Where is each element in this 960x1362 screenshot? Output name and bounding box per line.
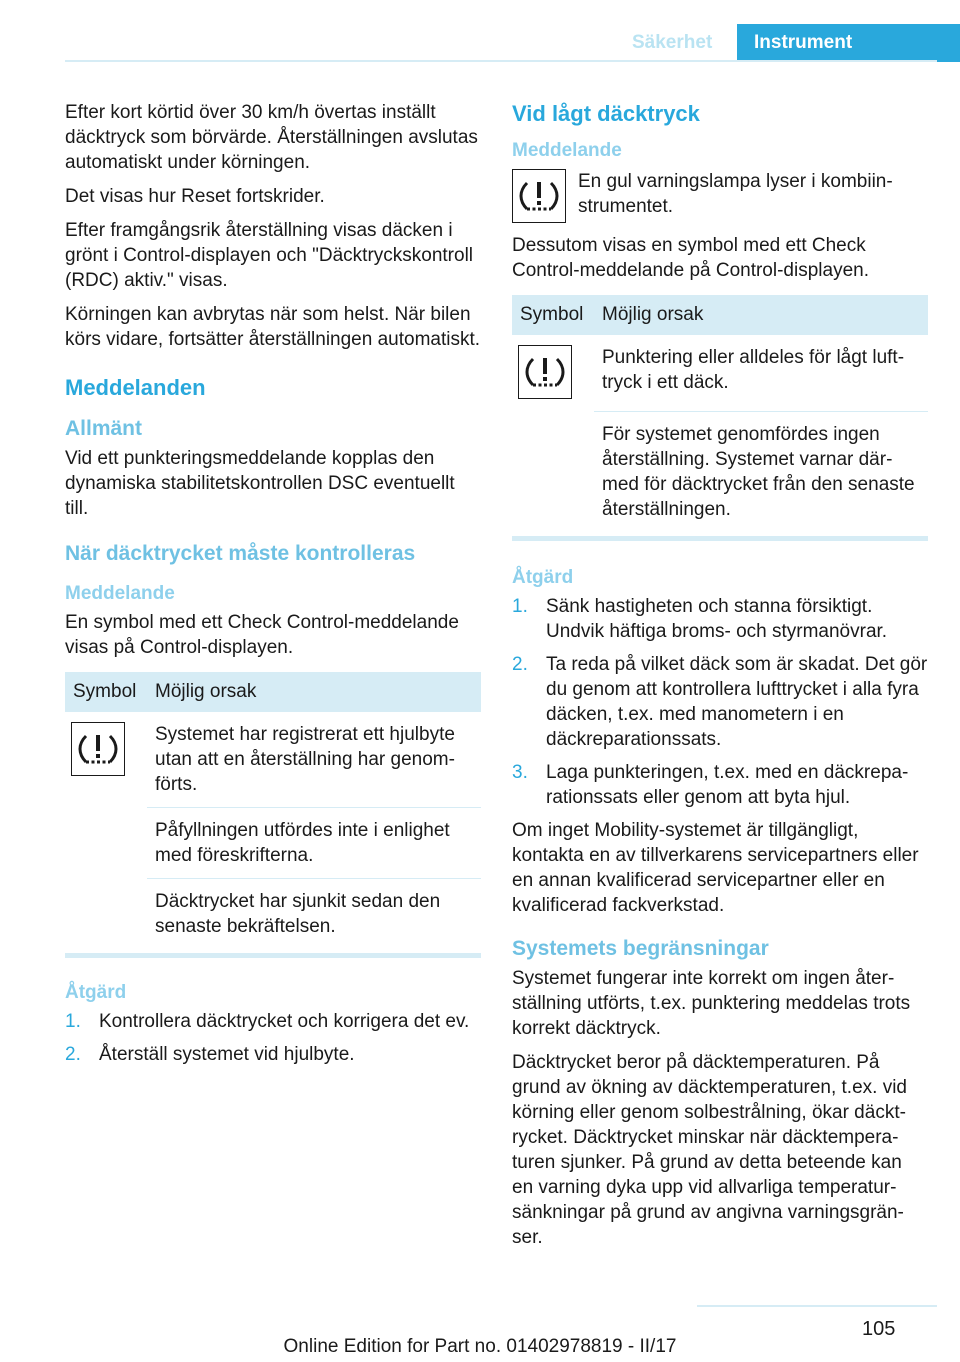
list-item bbox=[65, 1009, 481, 1034]
heading-atgard: Åtgärd bbox=[65, 982, 127, 1003]
step-number: 1. bbox=[512, 596, 528, 617]
table-cell: Punktering eller alldeles för lågt lufttryck i ett däck. bbox=[602, 347, 905, 393]
header-section-title: Säkerhet bbox=[632, 32, 713, 53]
paragraph: Dessutom visas en symbol med ett Check Control-meddelande på Control-displayen. bbox=[512, 235, 869, 281]
footer-edition: Online Edition for Part no. 01402978819 - II/17 bbox=[283, 1336, 677, 1357]
table-cell: Däcktrycket har sjunkit sedan den senaste bekräftelsen. bbox=[147, 879, 481, 956]
symbol-table bbox=[512, 295, 928, 541]
table-header-cause: Möjlig orsak bbox=[147, 672, 481, 712]
heading-atgard: Åtgärd bbox=[512, 567, 574, 588]
table-cell: Påfyllningen utfördes inte i enlighet med föreskrifterna. bbox=[147, 808, 481, 879]
tire-pressure-warning-icon bbox=[512, 169, 566, 223]
tire-pressure-warning-icon bbox=[71, 722, 125, 776]
heading-begransningar: Systemets begränsningar bbox=[512, 937, 769, 960]
step-text: Ta reda på vilket däck som är skadat. Det gör du genom att kontrollera lufttrycket i alla fyra däcken, t.ex. med manometern i en däckreparationssats. bbox=[546, 654, 928, 750]
table-cell: Systemet har registrerat ett hjulbyte utan att en återställning har genomförts. bbox=[155, 724, 455, 795]
lamp-text: En gul varningslampa lyser i kombiinstrumentet. bbox=[578, 171, 893, 217]
right-column bbox=[512, 100, 928, 1259]
step-number: 2. bbox=[65, 1044, 81, 1065]
header-divider bbox=[65, 60, 937, 62]
warning-lamp-message bbox=[512, 169, 928, 223]
paragraph: Vid ett punkteringsmeddelande kopplas den dynamiska stabilitetskontrollen DSC eventuellt till. bbox=[65, 448, 455, 519]
heading-allmant: Allmänt bbox=[65, 417, 143, 440]
action-steps bbox=[65, 1009, 481, 1067]
list-item bbox=[512, 652, 928, 752]
left-column bbox=[65, 100, 481, 1075]
paragraph: Om inget Mobility-systemet är tillgängligt, kontakta en av tillverkarens servicepartners eller en annan kvalificerad servicepartner eller en kvalificerad fackverkstad. bbox=[512, 820, 919, 916]
step-text: Laga punkteringen, t.ex. med en däckreparationssats eller genom att byta hjul. bbox=[546, 762, 909, 808]
step-number: 1. bbox=[65, 1011, 81, 1032]
paragraph: Systemet fungerar inte korrekt om ingen återställning utförts, t.ex. punktering meddelas trots korrekt däcktryck. bbox=[512, 968, 911, 1039]
table-header-symbol: Symbol bbox=[65, 672, 147, 712]
step-text: Återställ systemet vid hjulbyte. bbox=[99, 1044, 355, 1065]
table-header-symbol: Symbol bbox=[512, 295, 594, 335]
heading-lagt-dacktryck: Vid lågt däcktryck bbox=[512, 101, 700, 126]
list-item bbox=[512, 760, 928, 810]
table-header-cause: Möjlig orsak bbox=[594, 295, 928, 335]
step-number: 3. bbox=[512, 762, 528, 783]
step-text: Kontrollera däcktrycket och korrigera det ev. bbox=[99, 1011, 470, 1032]
heading-kontrolleras: När däcktrycket måste kontrolleras bbox=[65, 542, 416, 565]
tire-pressure-warning-icon bbox=[518, 345, 572, 399]
page-number: 105 bbox=[862, 1318, 896, 1340]
paragraph: Efter framgångsrik återställning visas däcken i grönt i Control-displayen och "Däcktryckskontroll (RDC) aktiv." visas. bbox=[65, 220, 474, 291]
page-header bbox=[0, 0, 960, 62]
table-row bbox=[512, 335, 928, 412]
symbol-table bbox=[65, 672, 481, 958]
step-number: 2. bbox=[512, 654, 528, 675]
heading-meddelande: Meddelande bbox=[512, 140, 622, 161]
action-steps bbox=[512, 594, 928, 810]
list-item bbox=[512, 594, 928, 644]
footer-divider bbox=[697, 1305, 937, 1307]
paragraph: Däcktrycket beror på däcktemperaturen. På grund av ökning av däcktemperaturen, t.ex. vid körning eller genom solbestrålning, ökar däcktrycket. Däcktrycket minskar när däcktemperaturen sjunker. På grund av detta beteende kan en varning dyka upp vid allvarliga temperatursänkningar på grund av angivna varningsgränser. bbox=[512, 1052, 908, 1248]
paragraph: En symbol med ett Check Control-meddelande visas på Control-displayen. bbox=[65, 612, 459, 658]
paragraph: Körningen kan avbrytas när som helst. När bilen körs vidare, fortsätter återställningen automatiskt. bbox=[65, 304, 481, 350]
paragraph: Det visas hur Reset fortskrider. bbox=[65, 186, 325, 207]
paragraph: Efter kort körtid över 30 km/h övertas inställt däcktryck som börvärde. Återställningen avslutas automatiskt under körningen. bbox=[65, 102, 478, 173]
step-text: Sänk hastigheten och stanna försiktigt. Undvik häftiga broms- och styrmanövrar. bbox=[546, 596, 888, 642]
header-chapter-tab: Instrument bbox=[737, 24, 960, 62]
heading-meddelande: Meddelande bbox=[65, 583, 175, 604]
table-row bbox=[65, 712, 481, 808]
list-item bbox=[65, 1042, 481, 1067]
table-cell: För systemet genomfördes ingen återställning. Systemet varnar därmed för däcktrycket från den senaste återställningen. bbox=[594, 412, 928, 539]
heading-meddelanden: Meddelanden bbox=[65, 375, 206, 400]
